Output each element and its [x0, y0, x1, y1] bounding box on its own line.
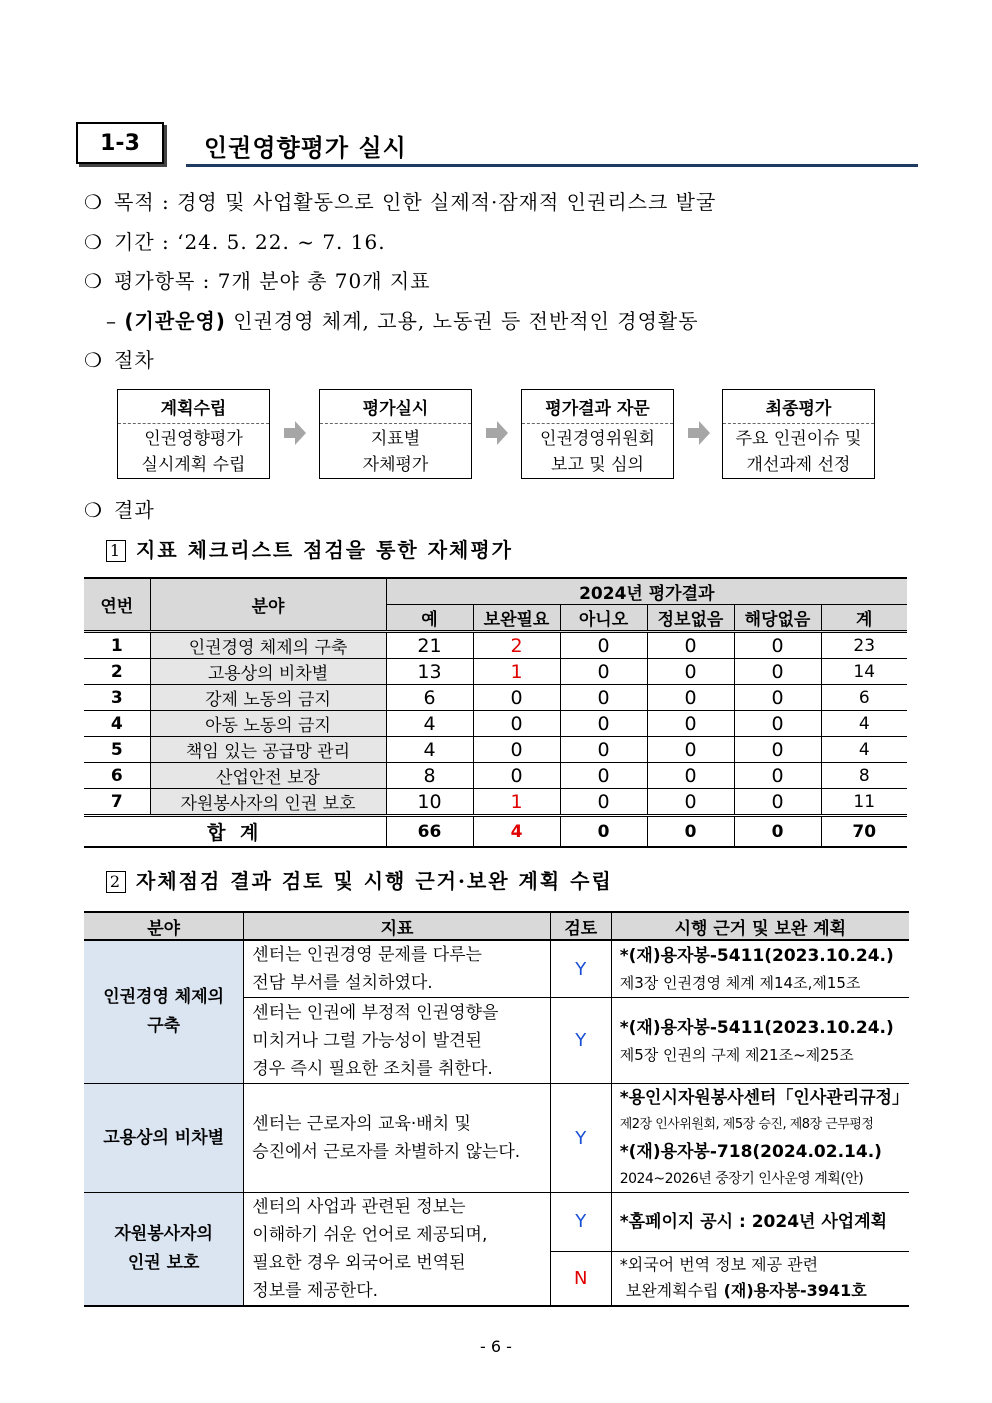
col-header: 예 — [386, 605, 473, 632]
purpose-line — [84, 186, 716, 215]
basis-cell — [611, 998, 909, 1084]
right-arrow-icon — [688, 420, 710, 446]
value-cell: 0 — [560, 737, 647, 763]
basis-cell — [611, 940, 909, 998]
items-sub-text: 인권경영 체계, 고용, 노동권 등 전반적인 경영활동 — [233, 309, 699, 333]
basis-line: 제5장 인권의 구제 제21조~제25조 — [619, 1045, 854, 1064]
value-cell: 0 — [734, 789, 821, 816]
row-area: 고용상의 비차별 — [150, 659, 386, 685]
table-row — [84, 763, 907, 789]
flow-step-head: 평가실시 — [320, 390, 471, 424]
total-cell: 4 — [473, 816, 560, 848]
check-cell: Y — [550, 1084, 611, 1193]
value-cell: 10 — [386, 789, 473, 816]
flow-step-head: 계획수립 — [118, 390, 269, 424]
flow-step-head: 최종평가 — [723, 390, 874, 424]
result-text: 결과 — [114, 498, 155, 522]
row-area: 아동 노동의 금지 — [150, 711, 386, 737]
value-cell: 21 — [386, 632, 473, 659]
basis-text-bold: (재)용자봉-3941호 — [723, 1281, 867, 1301]
value-cell: 6 — [386, 685, 473, 711]
value-cell: 11 — [821, 789, 907, 816]
value-cell: 0 — [560, 789, 647, 816]
row-number: 3 — [84, 685, 150, 711]
subheading-2 — [106, 865, 613, 894]
circle-bullet-icon: ❍ — [84, 498, 103, 522]
flow-step-line: 보고 및 심의 — [551, 455, 644, 475]
items-line — [84, 265, 431, 294]
value-cell: 0 — [473, 685, 560, 711]
col-header: 아니오 — [560, 605, 647, 632]
right-arrow-icon — [486, 420, 508, 446]
value-cell: 1 — [473, 659, 560, 685]
evaluation-results-table — [84, 577, 907, 848]
right-arrow-icon — [284, 420, 306, 446]
review-plan-table — [84, 911, 909, 1307]
flow-step-line: 실시계획 수립 — [141, 455, 246, 475]
result-line — [84, 494, 155, 523]
value-cell: 0 — [647, 763, 734, 789]
table-row — [84, 789, 907, 816]
items-sub-line: – (기관운영) 인권경영 체계, 고용, 노동권 등 전반적인 경영활동 — [106, 309, 699, 333]
value-cell: 0 — [647, 659, 734, 685]
table-row — [84, 737, 907, 763]
total-cell: 70 — [821, 816, 907, 848]
total-cell: 66 — [386, 816, 473, 848]
flow-step-2 — [319, 389, 472, 479]
row-number: 4 — [84, 711, 150, 737]
table-row — [84, 632, 907, 659]
indicator-cell — [244, 1193, 551, 1307]
page-number: - 6 - — [480, 1337, 512, 1356]
value-cell: 0 — [560, 711, 647, 737]
value-cell: 13 — [386, 659, 473, 685]
row-number: 5 — [84, 737, 150, 763]
indicator-line: 센터는 인권경영 문제를 다루는 — [252, 945, 482, 965]
indicator-cell — [244, 1084, 551, 1193]
value-cell: 0 — [560, 685, 647, 711]
col-header: 정보없음 — [647, 605, 734, 632]
indicator-line: 경우 즉시 필요한 조치를 취한다. — [252, 1058, 493, 1079]
row-number: 1 — [84, 632, 150, 659]
value-cell: 0 — [560, 659, 647, 685]
value-cell: 8 — [821, 763, 907, 789]
basis-cell — [611, 1251, 909, 1306]
area-line: 인권 보호 — [127, 1253, 200, 1273]
indicator-cell — [244, 998, 551, 1084]
basis-line: 제3장 인권경영 체계 제14조,제15조 — [619, 974, 861, 992]
col-group-header: 2024년 평가결과 — [386, 578, 907, 605]
basis-text: 보완계획수립 — [625, 1281, 719, 1301]
col-header: 해당없음 — [734, 605, 821, 632]
value-cell: 6 — [821, 685, 907, 711]
circle-bullet-icon: ❍ — [84, 269, 103, 293]
section-underline — [186, 164, 918, 167]
basis-line: 2024~2026년 중장기 인사운영 계획(안) — [619, 1171, 864, 1187]
purpose-text: 목적 : 경영 및 사업활동으로 인한 실제적·잠재적 인권리스크 발굴 — [114, 190, 717, 214]
basis-line: *(재)용자봉-718(2024.02.14.) — [619, 1142, 882, 1162]
value-cell: 4 — [386, 711, 473, 737]
area-cell — [84, 940, 244, 1084]
value-cell: 1 — [473, 789, 560, 816]
subheading-number: 2 — [106, 871, 126, 893]
total-cell: 0 — [647, 816, 734, 848]
col-header-area: 분야 — [150, 578, 386, 632]
flow-step-line: 인권경영위원회 — [540, 429, 655, 449]
value-cell: 0 — [734, 685, 821, 711]
indicator-line: 센터는 근로자의 교육·배치 및 — [252, 1114, 471, 1134]
indicator-line: 센터의 사업과 관련된 정보는 — [252, 1197, 466, 1217]
procedure-line — [84, 344, 155, 373]
items-sub-bold: (기관운영) — [124, 309, 226, 333]
flow-step-line: 개선과제 선정 — [746, 455, 851, 475]
flow-step-4 — [722, 389, 875, 479]
check-cell: Y — [550, 998, 611, 1084]
flow-step-head: 평가결과 자문 — [522, 390, 673, 424]
section-number: 1-3 — [76, 122, 164, 164]
value-cell: 0 — [647, 711, 734, 737]
table-row — [84, 1084, 909, 1193]
row-number: 7 — [84, 789, 150, 816]
col-header: 보완필요 — [473, 605, 560, 632]
value-cell: 0 — [734, 632, 821, 659]
flow-step-line: 주요 인권이슈 및 — [735, 429, 862, 449]
value-cell: 8 — [386, 763, 473, 789]
col-header: 시행 근거 및 보완 계획 — [611, 912, 909, 940]
area-line: 구축 — [147, 1016, 181, 1036]
value-cell: 0 — [647, 632, 734, 659]
area-cell: 고용상의 비차별 — [84, 1084, 244, 1193]
col-header: 분야 — [84, 912, 244, 940]
row-number: 2 — [84, 659, 150, 685]
value-cell: 0 — [734, 659, 821, 685]
indicator-cell — [244, 940, 551, 998]
col-header: 지표 — [244, 912, 551, 940]
area-line: 자원봉사자의 — [114, 1224, 213, 1244]
subheading-number: 1 — [106, 540, 126, 562]
row-area: 강제 노동의 금지 — [150, 685, 386, 711]
indicator-line: 정보를 제공한다. — [252, 1281, 379, 1301]
value-cell: 0 — [473, 711, 560, 737]
row-area: 인권경영 체제의 구축 — [150, 632, 386, 659]
row-area: 책임 있는 공급망 관리 — [150, 737, 386, 763]
col-header-no: 연번 — [84, 578, 150, 632]
flow-step-line: 인권영향평가 — [144, 429, 243, 449]
value-cell: 23 — [821, 632, 907, 659]
indicator-line: 전담 부서를 설치하였다. — [252, 973, 433, 993]
section-header — [76, 122, 918, 168]
value-cell: 0 — [560, 632, 647, 659]
value-cell: 0 — [473, 763, 560, 789]
flow-step-1 — [117, 389, 270, 479]
value-cell: 0 — [560, 763, 647, 789]
value-cell: 4 — [821, 711, 907, 737]
check-cell: Y — [550, 1193, 611, 1252]
value-cell: 2 — [473, 632, 560, 659]
indicator-line: 필요한 경우 외국어로 번역된 — [252, 1253, 466, 1273]
indicator-line: 승진에서 근로자를 차별하지 않는다. — [252, 1142, 521, 1162]
flow-step-line: 지표별 — [370, 429, 421, 449]
circle-bullet-icon: ❍ — [84, 230, 103, 254]
basis-line: *외국어 번역 정보 제공 관련 — [619, 1255, 819, 1275]
table-row — [84, 1193, 909, 1252]
total-cell: 0 — [560, 816, 647, 848]
procedure-text: 절차 — [114, 348, 155, 372]
col-header: 검토 — [550, 912, 611, 940]
value-cell: 14 — [821, 659, 907, 685]
indicator-line: 이해하기 쉬운 언어로 제공되며, — [252, 1225, 488, 1245]
row-area: 산업안전 보장 — [150, 763, 386, 789]
table-row — [84, 659, 907, 685]
area-line: 인권경영 체제의 — [103, 987, 225, 1007]
row-area: 자원봉사자의 인권 보호 — [150, 789, 386, 816]
basis-line: 제2장 인사위원회, 제5장 승진, 제8장 근무평정 — [619, 1117, 874, 1132]
items-text: 평가항목 : 7개 분야 총 70개 지표 — [114, 269, 431, 293]
table-row — [84, 685, 907, 711]
col-header: 계 — [821, 605, 907, 632]
basis-cell — [611, 1193, 909, 1252]
indicator-line: 미치거나 그럴 가능성이 발견된 — [252, 1030, 482, 1051]
subheading-title: 자체점검 결과 검토 및 시행 근거·보완 계획 수립 — [136, 869, 613, 893]
basis-line: *(재)용자봉-5411(2023.10.24.) — [619, 1017, 894, 1038]
section-title: 인권영향평가 실시 — [204, 134, 407, 162]
check-cell: N — [550, 1251, 611, 1306]
circle-bullet-icon: ❍ — [84, 348, 103, 372]
circle-bullet-icon: ❍ — [84, 190, 103, 214]
flow-step-line: 자체평가 — [362, 455, 429, 475]
flow-step-3 — [521, 389, 674, 479]
subheading-1 — [106, 534, 513, 563]
area-cell — [84, 1193, 244, 1307]
value-cell: 0 — [647, 789, 734, 816]
basis-line: *(재)용자봉-5411(2023.10.24.) — [619, 946, 894, 966]
table-row — [84, 940, 909, 998]
table-row — [84, 711, 907, 737]
value-cell: 0 — [647, 737, 734, 763]
value-cell: 0 — [647, 685, 734, 711]
period-text: 기간 : ‘24. 5. 22. ~ 7. 16. — [114, 230, 386, 254]
basis-cell — [611, 1084, 909, 1193]
basis-line: *용인시자원봉사센터「인사관리규정」 — [619, 1088, 909, 1108]
basis-line: *홈페이지 공시 : 2024년 사업계획 — [619, 1211, 888, 1232]
value-cell: 0 — [473, 737, 560, 763]
subheading-title: 지표 체크리스트 점검을 통한 자체평가 — [136, 538, 513, 562]
value-cell: 0 — [734, 763, 821, 789]
value-cell: 0 — [734, 711, 821, 737]
row-number: 6 — [84, 763, 150, 789]
total-label: 합 계 — [84, 816, 386, 848]
indicator-line: 센터는 인권에 부정적 인권영향을 — [252, 1002, 499, 1023]
total-cell: 0 — [734, 816, 821, 848]
value-cell: 4 — [821, 737, 907, 763]
value-cell: 0 — [734, 737, 821, 763]
basis-line — [620, 1278, 909, 1304]
check-cell: Y — [550, 940, 611, 998]
period-line — [84, 226, 386, 255]
total-row — [84, 816, 907, 848]
value-cell: 4 — [386, 737, 473, 763]
